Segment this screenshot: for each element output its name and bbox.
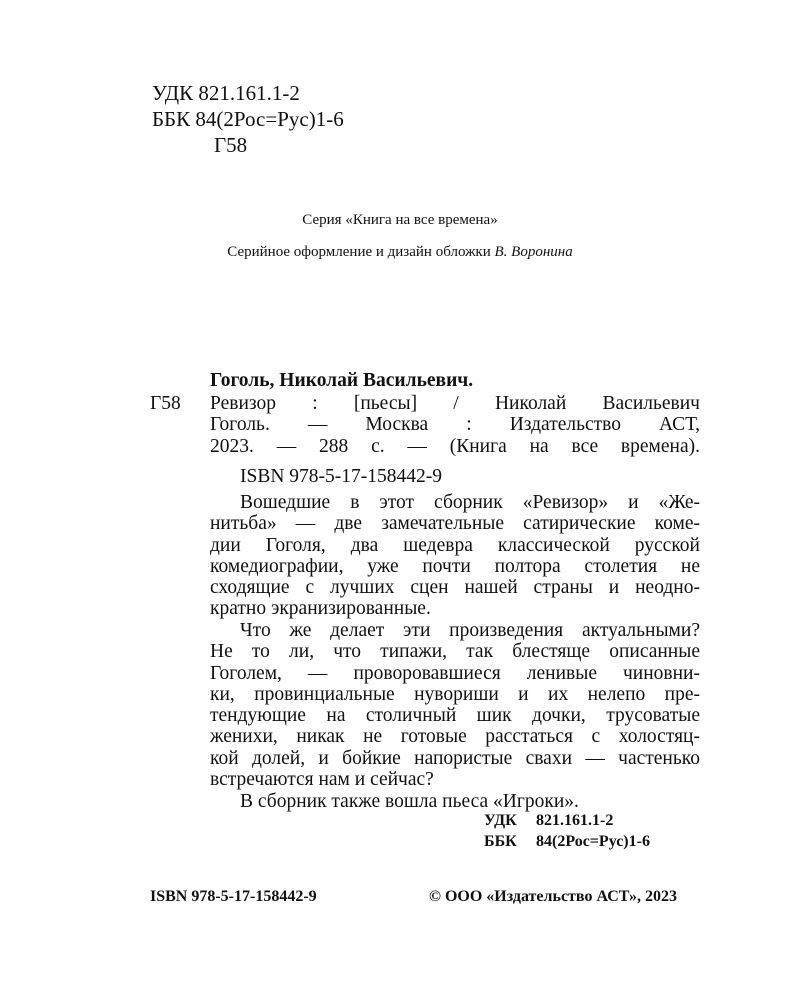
author-heading: Гоголь, Николай Васильевич. (210, 370, 474, 391)
annotation-line: встречаются нам и сейчас? (210, 769, 434, 791)
annotation-paragraph-1 (210, 492, 700, 620)
annotation-line: сходящие с лучших сцен нашей страны и неодно- (210, 577, 700, 599)
annotation-line: нитьба» — две замечательные сатирические коме- (210, 513, 700, 535)
cover-design-label: Серийное оформление и дизайн обложки (227, 244, 495, 260)
udk-label: УДК (484, 812, 517, 829)
bbk-value: 84(2Рос=Рус)1-6 (536, 833, 650, 850)
cover-designer-name: В. Воронина (494, 244, 573, 260)
udk-bottom (484, 810, 613, 831)
annotation-paragraph-2 (210, 620, 700, 790)
annotation-paragraph-3: В сборник также вошла пьеса «Игроки». (240, 791, 579, 812)
annotation-line: кой долей, и бойкие напористые свахи — частенько (210, 747, 700, 769)
author-code: Г58 (150, 393, 181, 414)
footer-isbn: ISBN 978-5-17-158442-9 (150, 888, 317, 905)
title-line: 2023. — 288 с. — (Книга на все времена). (210, 435, 700, 457)
udk-value: 821.161.1-2 (536, 812, 614, 829)
footer-copyright: © ООО «Издательство АСТ», 2023 (429, 888, 678, 905)
title-line: Ревизор : [пьесы] / Николай Васильевич (210, 393, 700, 414)
annotation-line: тендующие на столичный шик дочки, трусоватые (210, 705, 700, 727)
bbk-label: ББК (484, 833, 517, 850)
bbk-bottom (484, 831, 650, 852)
annotation-line: Гоголем, — проворовавшиеся ленивые чиновни- (210, 662, 700, 684)
series-title: Серия «Книга на все времена» (302, 212, 498, 228)
annotation-line: комедиографии, уже почти полтора столетия не (210, 555, 700, 577)
isbn-record: ISBN 978-5-17-158442-9 (240, 466, 443, 487)
annotation-line: ки, провинциальные нувориши и их нелепо пре- (210, 683, 700, 705)
cover-design-credit (0, 244, 800, 261)
annotation-line: Что же делает эти произведения актуальными? (240, 620, 700, 641)
annotation-line: дии Гоголя, два шедевра классической русской (210, 534, 700, 556)
udk-top: УДК 821.161.1-2 (152, 81, 300, 105)
title-record (210, 393, 700, 457)
annotation-line: женихи, никак не готовые расстаться с холостяц- (210, 726, 700, 748)
title-line: Гоголь. — Москва : Издательство АСТ, (210, 414, 700, 436)
annotation-line: Не то ли, что типажи, так блестяще описанные (210, 641, 700, 663)
author-code-top: Г58 (214, 133, 248, 157)
annotation-line: кратно экранизированные. (210, 598, 431, 620)
annotation-line: Вошедшие в этот сборник «Ревизор» и «Же- (240, 492, 700, 513)
bbk-top: ББК 84(2Рос=Рус)1-6 (152, 107, 344, 131)
